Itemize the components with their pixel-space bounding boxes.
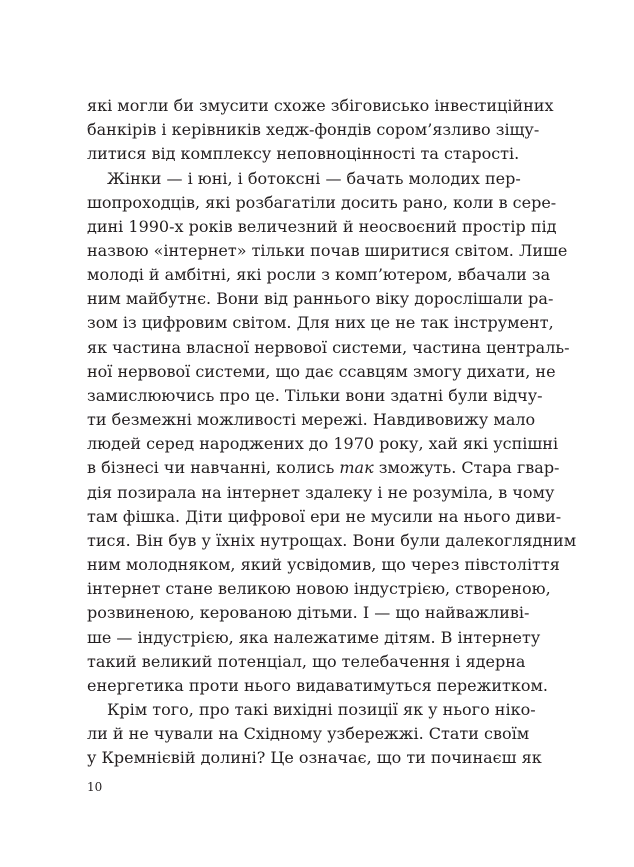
text-segment: молоді й амбітні, які росли з комп’ютером, вбачали за	[87, 265, 551, 285]
text-segment: Крім того, про такі вихідні позиції як у нього ніко-	[107, 700, 536, 719]
page-number: 10	[87, 780, 103, 794]
text-segment: які могли би змусити схоже збіговисько інвестиційних	[87, 96, 554, 115]
text-segment: інтернет стане великою новою індустрією, створеною,	[87, 579, 551, 599]
text-line	[87, 287, 554, 311]
text-line	[87, 553, 560, 577]
text-segment: зом із цифровим світом. Для них це не так інструмент,	[87, 313, 554, 333]
text-segment: розвиненою, керованою дітьми. І — що найважливі-	[87, 603, 530, 623]
text-line	[107, 698, 536, 722]
text-segment: замислюючись про це. Тільки вони здатні були відчу-	[87, 385, 543, 405]
text-segment: Жінки — і юні, і ботоксні — бачать молодих пер-	[107, 168, 521, 188]
text-line	[87, 601, 530, 625]
text-line	[87, 456, 560, 480]
text-segment: дія позирала на інтернет здалеку і не розуміла, в чому	[87, 482, 555, 502]
text-line	[87, 432, 559, 456]
text-segment: банкірів і керівників хедж-фондів сором’язливо зіщу-	[87, 120, 540, 140]
text-segment: ним молодняком, який усвідомив, що через півстоліття	[87, 555, 560, 574]
text-line	[87, 384, 543, 408]
text-segment: ним майбутнє. Вони від раннього віку дорослішали ра-	[87, 289, 554, 309]
text-segment: тися. Він був у їхніх нутрощах. Вони були далекоглядним	[87, 530, 577, 550]
text-line	[87, 481, 555, 505]
text-segment: у Кремнієвій долині? Це означає, що ти починаєш як	[87, 748, 542, 768]
text-segment: енергетика проти нього видаватимуться пережитком.	[87, 675, 549, 695]
text-line	[87, 722, 530, 746]
text-segment: дині 1990-х років величезний й неосвоєний простір під	[87, 216, 557, 236]
text-line	[87, 577, 551, 601]
text-segment: ти безмежні можливості мережі. Навдивовижу мало	[87, 410, 536, 430]
text-line	[87, 746, 542, 770]
text-segment: такий великий потенціал, що телебачення і ядерна	[87, 651, 526, 671]
text-line	[87, 408, 536, 432]
text-line	[107, 167, 521, 191]
text-line	[87, 360, 556, 384]
text-segment: ли й не чували на Східному узбережжі. Стати своїм	[87, 724, 530, 744]
text-line	[87, 239, 568, 263]
text-segment: шопроходців, які розбагатіли досить рано, коли в сере-	[87, 192, 557, 212]
text-segment: ше — індустрією, яка належатиме дітям. В інтернету	[87, 627, 541, 647]
text-segment: назвою «інтернет» тільки почав ширитися світом. Лише	[87, 241, 568, 260]
text-segment: там фішка. Діти цифрової ери не мусили на нього диви-	[87, 506, 562, 526]
text-line	[87, 650, 526, 674]
text-segment: в бізнесі чи навчанні, колись	[87, 458, 340, 478]
text-line	[87, 142, 520, 166]
italic-text: так	[339, 458, 374, 478]
text-line	[87, 626, 541, 650]
text-segment: людей серед народжених до 1970 року, хай які успішні	[87, 434, 559, 454]
text-segment: литися від комплексу неповноцінності та старості.	[87, 144, 520, 164]
text-segment: як частина власної нервової системи, частина централь-	[87, 337, 570, 357]
text-line	[87, 311, 554, 335]
text-line	[87, 505, 562, 529]
text-line	[87, 191, 557, 215]
text-line	[87, 674, 549, 698]
text-segment: ної нервової системи, що дає ссавцям змогу дихати, не	[87, 361, 556, 381]
text-segment: зможуть. Стара гвар-	[373, 458, 560, 478]
text-line	[87, 263, 551, 287]
text-line	[87, 94, 554, 118]
text-line	[87, 336, 570, 360]
text-line	[87, 529, 577, 553]
text-line	[87, 118, 540, 142]
text-line	[87, 215, 557, 239]
